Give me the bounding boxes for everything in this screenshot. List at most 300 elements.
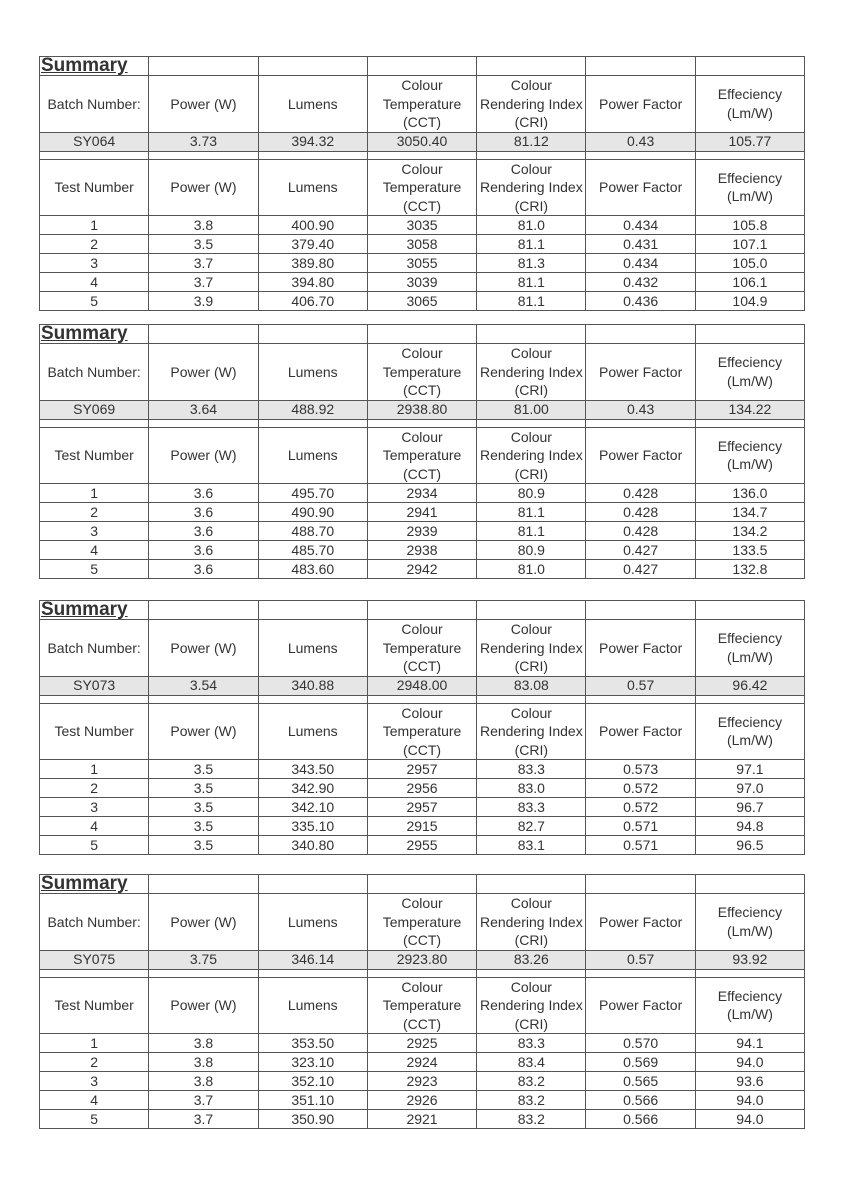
empty-cell — [367, 695, 476, 703]
power-header: Power (W) — [149, 894, 258, 951]
empty-cell — [586, 57, 695, 76]
table-row — [40, 484, 805, 503]
title-row — [40, 57, 805, 76]
cct-header — [367, 703, 476, 760]
cct-header-line: Colour — [401, 978, 443, 995]
lumens-cell: 483.60 — [258, 560, 367, 579]
power-cell: 3.7 — [149, 1091, 258, 1110]
summary-cri: 81.00 — [477, 400, 586, 419]
empty-cell — [258, 151, 367, 159]
test-number-cell: 4 — [40, 1091, 149, 1110]
cri-header-line: Colour — [510, 345, 552, 361]
summary-cct: 2938.80 — [367, 400, 476, 419]
efficiency-cell: 94.0 — [695, 1053, 804, 1072]
power-cell: 3.5 — [149, 836, 258, 855]
efficiency-header-line: Effeciency — [717, 169, 783, 186]
efficiency-header-line: Effeciency — [717, 437, 783, 454]
cri-header-line: (CRI) — [514, 741, 549, 758]
empty-cell — [477, 601, 586, 620]
cct-header-line: Temperature — [382, 639, 462, 656]
test-number-cell: 2 — [40, 503, 149, 522]
cri-header — [477, 427, 586, 484]
efficiency-cell: 134.2 — [695, 522, 804, 541]
lumens-cell: 406.70 — [258, 292, 367, 311]
cct-header — [367, 344, 476, 401]
data-table — [39, 874, 805, 1129]
cct-header — [367, 977, 476, 1034]
cct-header-line: Colour — [401, 160, 443, 177]
test-number-cell: 5 — [40, 292, 149, 311]
cri-header-line: Rendering Index — [479, 913, 583, 930]
table-row — [40, 798, 805, 817]
summary-row — [40, 400, 805, 419]
empty-cell — [40, 695, 149, 703]
lumens-cell: 323.10 — [258, 1053, 367, 1072]
batch-number-header: Batch Number: — [40, 344, 149, 401]
efficiency-header-line: Effeciency — [717, 713, 783, 730]
lumens-header: Lumens — [258, 159, 367, 216]
power-factor-cell: 0.434 — [586, 216, 695, 235]
power-factor-header: Power Factor — [586, 76, 695, 133]
power-cell: 3.5 — [149, 235, 258, 254]
power-factor-cell: 0.428 — [586, 503, 695, 522]
efficiency-header-line: (Lm/W) — [726, 922, 773, 939]
summary-cri: 83.26 — [477, 950, 586, 969]
empty-cell — [149, 57, 258, 76]
efficiency-header-line: (Lm/W) — [726, 648, 773, 665]
efficiency-cell: 97.1 — [695, 760, 804, 779]
efficiency-header-line: Effeciency — [717, 904, 783, 921]
cri-header-line: Colour — [510, 77, 552, 93]
table-row — [40, 503, 805, 522]
batch-number-header: Batch Number: — [40, 894, 149, 951]
summary-power-factor: 0.57 — [586, 676, 695, 695]
cri-header-line: (CRI) — [514, 114, 549, 130]
cct-header — [367, 620, 476, 677]
power-factor-cell: 0.428 — [586, 484, 695, 503]
table-row — [40, 522, 805, 541]
power-factor-cell: 0.431 — [586, 235, 695, 254]
empty-cell — [258, 57, 367, 76]
table-row — [40, 817, 805, 836]
cct-header-line: Colour — [401, 621, 443, 637]
power-factor-cell: 0.565 — [586, 1072, 695, 1091]
cri-cell: 83.3 — [477, 760, 586, 779]
table-row — [40, 292, 805, 311]
cct-header — [367, 159, 476, 216]
batch-number-header: Batch Number: — [40, 620, 149, 677]
empty-cell — [586, 601, 695, 620]
cct-header-line: Temperature — [382, 997, 462, 1013]
cct-cell: 2925 — [367, 1034, 476, 1053]
empty-cell — [367, 325, 476, 344]
summary-power-factor: 0.57 — [586, 950, 695, 969]
empty-cell — [695, 151, 804, 159]
lumens-cell: 350.90 — [258, 1110, 367, 1129]
cri-cell: 83.2 — [477, 1072, 586, 1091]
cct-header-line: (CCT) — [402, 932, 442, 948]
empty-cell — [586, 875, 695, 894]
empty-cell — [477, 695, 586, 703]
power-factor-cell: 0.566 — [586, 1091, 695, 1110]
empty-cell — [695, 875, 804, 894]
efficiency-header — [695, 427, 804, 484]
cct-header-line: Temperature — [382, 723, 462, 739]
cct-header-line: (CCT) — [402, 658, 442, 674]
power-header: Power (W) — [149, 703, 258, 760]
summary-lumens: 346.14 — [258, 950, 367, 969]
efficiency-cell: 133.5 — [695, 541, 804, 560]
power-factor-header: Power Factor — [586, 620, 695, 677]
summary-title: Summary — [40, 875, 149, 894]
cct-cell: 3058 — [367, 235, 476, 254]
efficiency-header — [695, 703, 804, 760]
cri-header-line: Rendering Index — [479, 997, 583, 1013]
cri-header-line: (CRI) — [514, 658, 549, 674]
efficiency-header — [695, 977, 804, 1034]
lumens-cell: 342.90 — [258, 779, 367, 798]
summary-row — [40, 950, 805, 969]
cct-cell: 2915 — [367, 817, 476, 836]
cct-header-line: (CCT) — [402, 465, 442, 482]
summary-efficiency: 105.77 — [695, 132, 804, 151]
empty-cell — [40, 969, 149, 977]
test-number-cell: 3 — [40, 1072, 149, 1091]
summary-power-factor: 0.43 — [586, 400, 695, 419]
power-cell: 3.9 — [149, 292, 258, 311]
empty-cell — [477, 151, 586, 159]
power-cell: 3.6 — [149, 560, 258, 579]
efficiency-header-line: Effeciency — [717, 987, 783, 1004]
power-factor-header: Power Factor — [586, 894, 695, 951]
cct-cell: 2938 — [367, 541, 476, 560]
power-factor-cell: 0.572 — [586, 798, 695, 817]
test-number-cell: 1 — [40, 760, 149, 779]
power-factor-cell: 0.569 — [586, 1053, 695, 1072]
cri-cell: 81.1 — [477, 522, 586, 541]
cct-cell: 2957 — [367, 760, 476, 779]
cct-cell: 2941 — [367, 503, 476, 522]
table-row — [40, 541, 805, 560]
empty-cell — [40, 151, 149, 159]
efficiency-cell: 104.9 — [695, 292, 804, 311]
cri-header-line: Colour — [510, 978, 552, 995]
test-number-cell: 5 — [40, 836, 149, 855]
test-number-cell: 3 — [40, 522, 149, 541]
cct-cell: 2921 — [367, 1110, 476, 1129]
power-factor-cell: 0.428 — [586, 522, 695, 541]
cri-header-line: Colour — [510, 621, 552, 637]
summary-block-sy073 — [39, 600, 805, 855]
empty-cell — [149, 325, 258, 344]
cri-header-line: Rendering Index — [479, 447, 583, 463]
cri-cell: 80.9 — [477, 541, 586, 560]
empty-cell — [149, 419, 258, 427]
cri-header — [477, 977, 586, 1034]
power-factor-header: Power Factor — [586, 703, 695, 760]
cri-header — [477, 620, 586, 677]
cct-header-line: Colour — [401, 77, 443, 93]
summary-title: Summary — [40, 601, 149, 620]
summary-block-sy069 — [39, 324, 805, 579]
test-number-cell: 4 — [40, 273, 149, 292]
cri-header-line: Rendering Index — [479, 639, 583, 656]
cri-header — [477, 159, 586, 216]
efficiency-cell: 94.8 — [695, 817, 804, 836]
empty-cell — [477, 875, 586, 894]
data-table — [39, 56, 805, 311]
power-factor-header: Power Factor — [586, 977, 695, 1034]
cri-cell: 83.3 — [477, 1034, 586, 1053]
efficiency-header-line: (Lm/W) — [726, 732, 773, 749]
lumens-cell: 495.70 — [258, 484, 367, 503]
cct-cell: 2956 — [367, 779, 476, 798]
table-row — [40, 779, 805, 798]
empty-cell — [258, 325, 367, 344]
cct-cell: 2942 — [367, 560, 476, 579]
test-number-cell: 1 — [40, 1034, 149, 1053]
test-number-cell: 5 — [40, 1110, 149, 1129]
summary-efficiency: 93.92 — [695, 950, 804, 969]
power-cell: 3.6 — [149, 522, 258, 541]
efficiency-header — [695, 620, 804, 677]
efficiency-header-line: (Lm/W) — [726, 1006, 773, 1023]
cct-cell: 2926 — [367, 1091, 476, 1110]
header-row — [40, 703, 805, 760]
table-row — [40, 216, 805, 235]
summary-power: 3.75 — [149, 950, 258, 969]
test-number-cell: 3 — [40, 254, 149, 273]
test-number-header: Test Number — [40, 427, 149, 484]
efficiency-header-line: (Lm/W) — [726, 372, 773, 389]
power-factor-header: Power Factor — [586, 159, 695, 216]
power-factor-cell: 0.566 — [586, 1110, 695, 1129]
cct-header-line: Temperature — [382, 179, 462, 195]
table-row — [40, 235, 805, 254]
summary-cct: 2948.00 — [367, 676, 476, 695]
cri-cell: 81.3 — [477, 254, 586, 273]
spacer-row — [40, 695, 805, 703]
table-row — [40, 254, 805, 273]
test-number-header: Test Number — [40, 159, 149, 216]
efficiency-header-line: Effeciency — [717, 630, 783, 647]
cri-cell: 81.1 — [477, 292, 586, 311]
power-cell: 3.8 — [149, 1053, 258, 1072]
power-cell: 3.7 — [149, 273, 258, 292]
efficiency-header — [695, 159, 804, 216]
table-row — [40, 836, 805, 855]
power-factor-cell: 0.436 — [586, 292, 695, 311]
empty-cell — [695, 969, 804, 977]
lumens-cell: 342.10 — [258, 798, 367, 817]
cct-header — [367, 894, 476, 951]
efficiency-header-line: (Lm/W) — [726, 456, 773, 473]
lumens-cell: 490.90 — [258, 503, 367, 522]
header-row — [40, 894, 805, 951]
cct-cell: 2955 — [367, 836, 476, 855]
lumens-header: Lumens — [258, 344, 367, 401]
cct-header-line: Temperature — [382, 95, 462, 112]
power-cell: 3.6 — [149, 541, 258, 560]
cri-cell: 83.0 — [477, 779, 586, 798]
title-row — [40, 875, 805, 894]
empty-cell — [367, 57, 476, 76]
header-row — [40, 427, 805, 484]
efficiency-cell: 105.8 — [695, 216, 804, 235]
cct-cell: 2923 — [367, 1072, 476, 1091]
empty-cell — [40, 419, 149, 427]
cri-header-line: (CRI) — [514, 932, 549, 948]
efficiency-cell: 93.6 — [695, 1072, 804, 1091]
power-factor-cell: 0.573 — [586, 760, 695, 779]
empty-cell — [586, 969, 695, 977]
empty-cell — [149, 151, 258, 159]
empty-cell — [149, 969, 258, 977]
lumens-cell: 353.50 — [258, 1034, 367, 1053]
power-header: Power (W) — [149, 977, 258, 1034]
empty-cell — [586, 419, 695, 427]
power-factor-cell: 0.571 — [586, 817, 695, 836]
cct-header-line: (CCT) — [402, 1015, 442, 1032]
efficiency-cell: 97.0 — [695, 779, 804, 798]
summary-cct: 3050.40 — [367, 132, 476, 151]
cct-header-line: Colour — [401, 428, 443, 445]
lumens-header: Lumens — [258, 703, 367, 760]
efficiency-cell: 136.0 — [695, 484, 804, 503]
header-row — [40, 76, 805, 133]
cri-cell: 83.4 — [477, 1053, 586, 1072]
header-row — [40, 344, 805, 401]
spacer-row — [40, 419, 805, 427]
cri-cell: 81.1 — [477, 235, 586, 254]
cri-header-line: (CRI) — [514, 1015, 549, 1032]
cri-header-line: (CRI) — [514, 382, 549, 398]
cct-cell: 2934 — [367, 484, 476, 503]
empty-cell — [367, 875, 476, 894]
summary-efficiency: 134.22 — [695, 400, 804, 419]
cct-cell: 3035 — [367, 216, 476, 235]
summary-lumens: 394.32 — [258, 132, 367, 151]
cct-cell: 2939 — [367, 522, 476, 541]
summary-efficiency: 96.42 — [695, 676, 804, 695]
efficiency-header — [695, 76, 804, 133]
empty-cell — [258, 969, 367, 977]
efficiency-cell: 105.0 — [695, 254, 804, 273]
summary-lumens: 488.92 — [258, 400, 367, 419]
cct-header-line: Temperature — [382, 913, 462, 930]
power-header: Power (W) — [149, 76, 258, 133]
summary-batch-id: SY069 — [40, 400, 149, 419]
efficiency-header-line: Effeciency — [717, 354, 783, 371]
summary-cct: 2923.80 — [367, 950, 476, 969]
lumens-header: Lumens — [258, 977, 367, 1034]
power-factor-header: Power Factor — [586, 344, 695, 401]
lumens-header: Lumens — [258, 76, 367, 133]
table-row — [40, 1091, 805, 1110]
empty-cell — [695, 325, 804, 344]
spacer-row — [40, 151, 805, 159]
efficiency-cell: 94.0 — [695, 1091, 804, 1110]
cri-header-line: Colour — [510, 428, 552, 445]
empty-cell — [367, 601, 476, 620]
lumens-cell: 488.70 — [258, 522, 367, 541]
power-factor-cell: 0.432 — [586, 273, 695, 292]
spacer-row — [40, 969, 805, 977]
efficiency-header — [695, 344, 804, 401]
test-number-cell: 2 — [40, 235, 149, 254]
lumens-cell: 394.80 — [258, 273, 367, 292]
summary-batch-id: SY073 — [40, 676, 149, 695]
cri-cell: 81.1 — [477, 503, 586, 522]
power-cell: 3.8 — [149, 216, 258, 235]
header-row — [40, 977, 805, 1034]
cri-header-line: (CRI) — [514, 465, 549, 482]
empty-cell — [149, 875, 258, 894]
summary-lumens: 340.88 — [258, 676, 367, 695]
cri-cell: 82.7 — [477, 817, 586, 836]
lumens-cell: 389.80 — [258, 254, 367, 273]
summary-power: 3.54 — [149, 676, 258, 695]
cri-cell: 83.2 — [477, 1091, 586, 1110]
efficiency-cell: 94.1 — [695, 1034, 804, 1053]
cct-cell: 3065 — [367, 292, 476, 311]
power-factor-cell: 0.427 — [586, 560, 695, 579]
power-factor-header: Power Factor — [586, 427, 695, 484]
test-number-cell: 4 — [40, 817, 149, 836]
summary-power: 3.64 — [149, 400, 258, 419]
summary-batch-id: SY075 — [40, 950, 149, 969]
cct-header-line: (CCT) — [402, 114, 442, 130]
empty-cell — [367, 969, 476, 977]
empty-cell — [477, 325, 586, 344]
power-header: Power (W) — [149, 620, 258, 677]
test-number-cell: 3 — [40, 798, 149, 817]
empty-cell — [695, 57, 804, 76]
summary-block-sy075 — [39, 874, 805, 1129]
efficiency-cell: 94.0 — [695, 1110, 804, 1129]
test-number-cell: 2 — [40, 1053, 149, 1072]
power-cell: 3.5 — [149, 817, 258, 836]
power-factor-cell: 0.570 — [586, 1034, 695, 1053]
efficiency-cell: 132.8 — [695, 560, 804, 579]
power-cell: 3.8 — [149, 1034, 258, 1053]
empty-cell — [258, 695, 367, 703]
table-row — [40, 1034, 805, 1053]
cri-cell: 81.0 — [477, 216, 586, 235]
power-factor-cell: 0.434 — [586, 254, 695, 273]
cct-header-line: (CCT) — [402, 197, 442, 214]
cct-header-line: Temperature — [382, 363, 462, 380]
efficiency-header-line: (Lm/W) — [726, 188, 773, 205]
empty-cell — [149, 695, 258, 703]
summary-row — [40, 132, 805, 151]
cri-header — [477, 344, 586, 401]
cri-header-line: Colour — [510, 160, 552, 177]
lumens-cell: 335.10 — [258, 817, 367, 836]
empty-cell — [586, 151, 695, 159]
cri-cell: 83.1 — [477, 836, 586, 855]
cct-header-line: Temperature — [382, 447, 462, 463]
header-row — [40, 159, 805, 216]
cri-cell: 83.2 — [477, 1110, 586, 1129]
empty-cell — [477, 419, 586, 427]
lumens-cell: 340.80 — [258, 836, 367, 855]
data-table — [39, 600, 805, 855]
summary-batch-id: SY064 — [40, 132, 149, 151]
power-cell: 3.5 — [149, 760, 258, 779]
summary-power-factor: 0.43 — [586, 132, 695, 151]
power-header: Power (W) — [149, 427, 258, 484]
